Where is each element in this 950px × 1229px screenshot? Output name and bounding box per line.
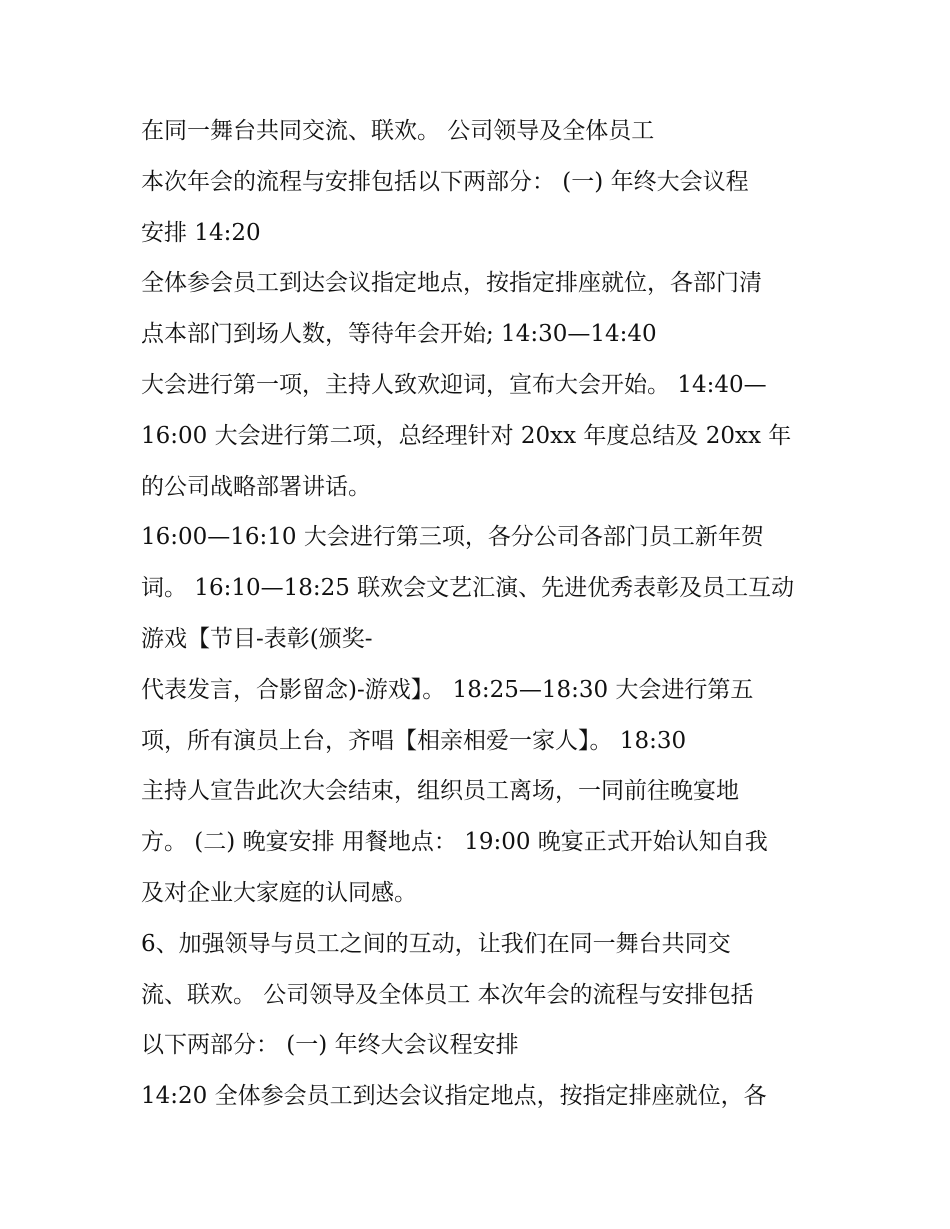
text-line: 安排 14:20 bbox=[141, 219, 261, 246]
text-line: 6、加强领导与员工之间的互动，让我们在同一舞台共同交 bbox=[141, 930, 731, 957]
text-line: 14:20 全体参会员工到达会议指定地点，按指定排座就位，各 bbox=[141, 1083, 767, 1110]
text-line: 点本部门到场人数，等待年会开始; 14:30—14:40 bbox=[141, 321, 657, 348]
text-line: 代表发言，合影留念)-游戏】。 18:25—18:30 大会进行第五 bbox=[141, 676, 754, 703]
text-line: 词。 16:10—18:25 联欢会文艺汇演、先进优秀表彰及员工互动 bbox=[141, 575, 795, 602]
text-line: 本次年会的流程与安排包括以下两部分： (一) 年终大会议程 bbox=[141, 168, 749, 195]
text-line: 的公司战略部署讲话。 bbox=[141, 473, 371, 500]
body-text bbox=[141, 106, 841, 1122]
text-line: 16:00—16:10 大会进行第三项，各分公司各部门员工新年贺 bbox=[141, 524, 764, 551]
text-line: 全体参会员工到达会议指定地点，按指定排座就位，各部门清 bbox=[141, 270, 762, 297]
text-line: 流、联欢。 公司领导及全体员工 本次年会的流程与安排包括 bbox=[141, 981, 754, 1008]
text-line: 在同一舞台共同交流、联欢。 公司领导及全体员工 bbox=[141, 118, 655, 144]
text-line: 游戏【节目-表彰(颁奖- bbox=[141, 625, 373, 652]
text-line: 大会进行第一项，主持人致欢迎词，宣布大会开始。 14:40— bbox=[141, 371, 767, 398]
text-line: 方。 (二) 晚宴安排 用餐地点： 19:00 晚宴正式开始认知自我 bbox=[141, 829, 768, 856]
text-line: 16:00 大会进行第二项，总经理针对 20xx 年度总结及 20xx 年 bbox=[141, 422, 792, 449]
text-line: 主持人宣告此次大会结束，组织员工离场，一同前往晚宴地 bbox=[141, 778, 739, 805]
text-line: 以下两部分： (一) 年终大会议程安排 bbox=[141, 1032, 519, 1059]
text-line: 及对企业大家庭的认同感。 bbox=[141, 879, 417, 906]
text-line: 项，所有演员上台，齐唱【相亲相爱一家人】。 18:30 bbox=[141, 727, 687, 754]
